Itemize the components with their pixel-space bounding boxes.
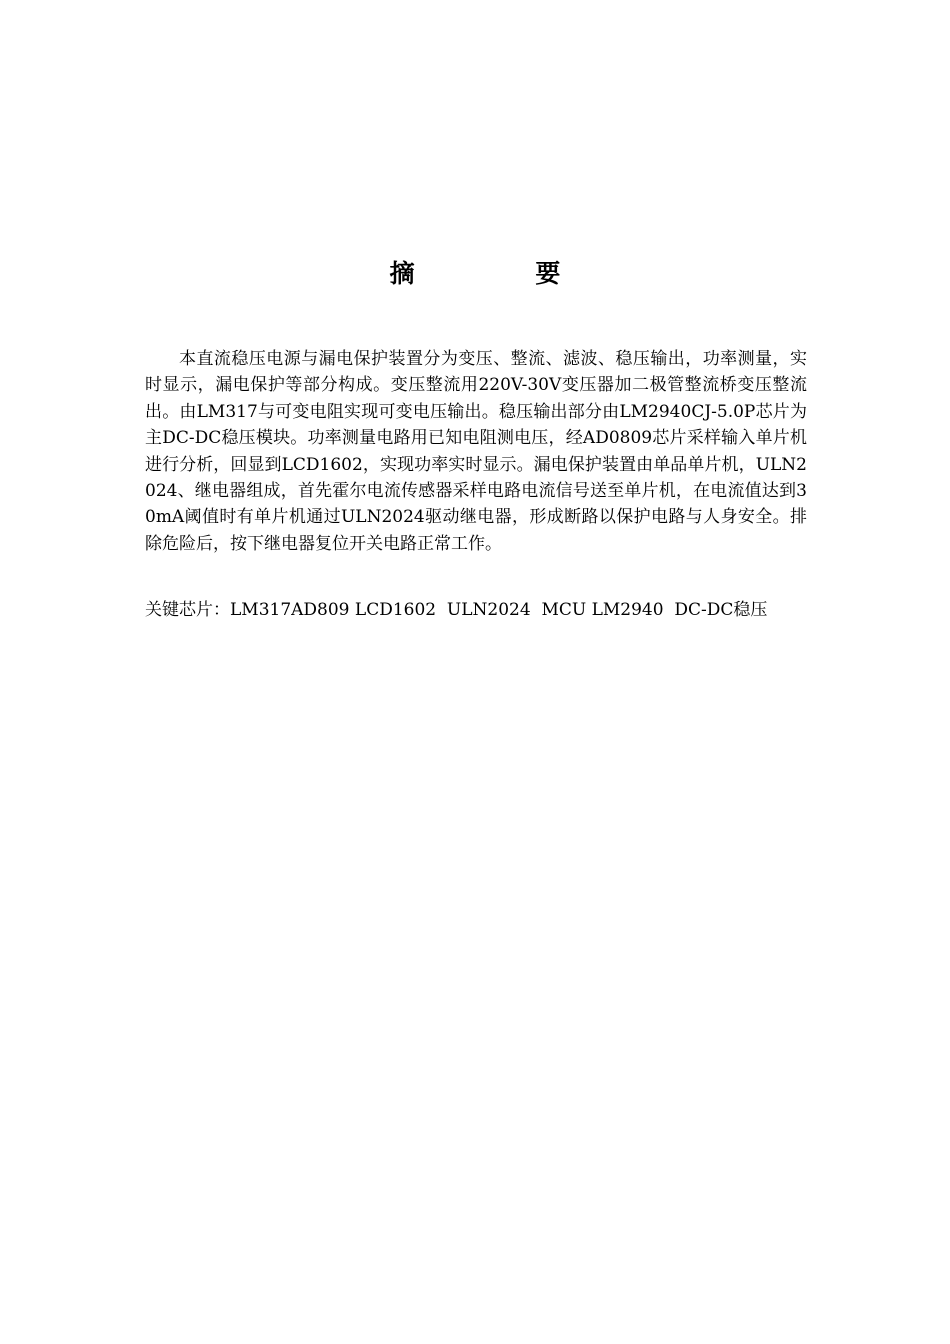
keywords-line <box>145 597 807 623</box>
page-title: 摘 要 <box>389 259 617 288</box>
abstract-paragraph: 本直流稳压电源与漏电保护装置分为变压、整流、滤波、稳压输出，功率测量，实时显示，漏电保护等部分构成。变压整流用220V-30V变压器加二极管整流桥变压整流出。由LM317与可变电阻实现可变电压输出。稳压输出部分由LM2940CJ-5.0P芯片为主DC-DC稳压模块。功率测量电路用已知电阻测电压，经AD0809芯片采样输入单片机进行分析，回显到LCD1602，实现功率实时显示。漏电保护装置由单品单片机，ULN2024、继电器组成，首先霍尔电流传感器采样电路电流信号送至单片机，在电流值达到30mA阈值时有单片机通过ULN2024驱动继电器，形成断路以保护电路与人身安全。排除危险后，按下继电器复位开关电路正常工作。 <box>145 349 807 554</box>
keywords-items: LM317AD809 LCD1602 ULN2024 MCU LM2940 DC-DC稳压 <box>230 600 768 620</box>
keywords-label: 关键芯片： <box>145 600 230 620</box>
